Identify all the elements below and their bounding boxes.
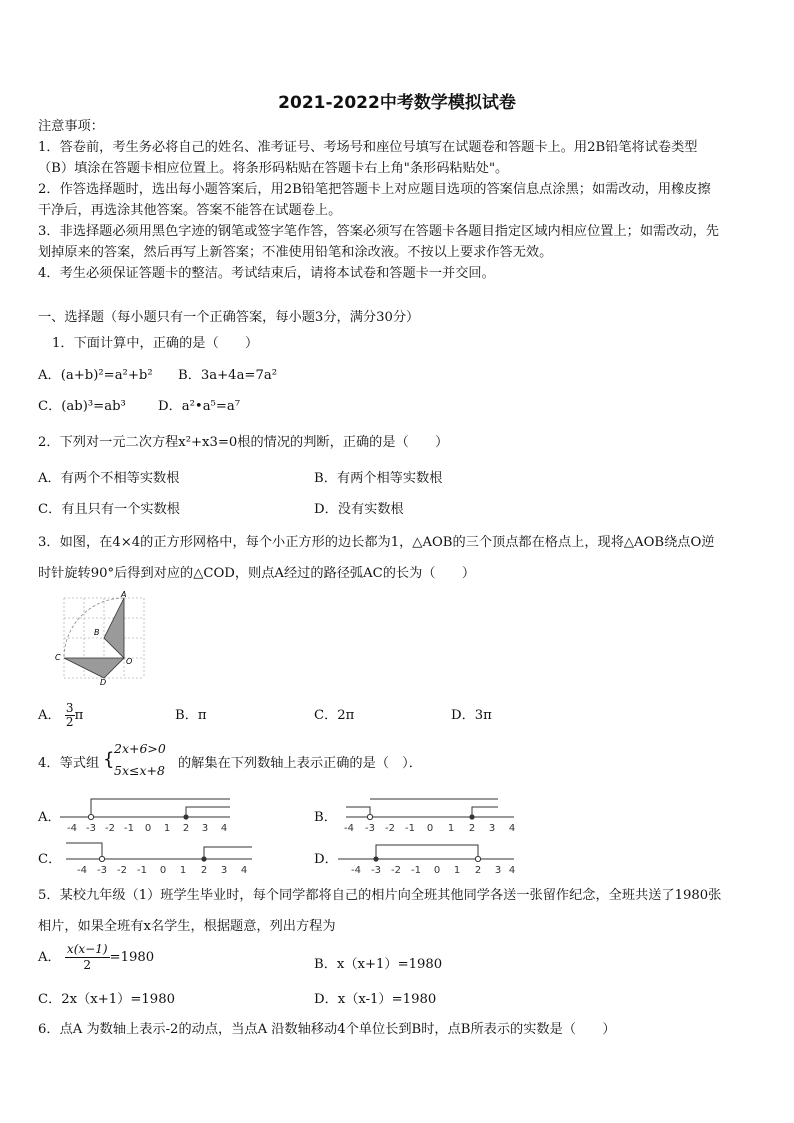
question-2-stem: 2．下列对一元二次方程x²+x3=0根的情况的判断，正确的是（ ） — [38, 435, 449, 450]
label-o: O — [126, 657, 133, 666]
tick-label: 3 — [220, 865, 228, 876]
tick-label: -2 — [105, 823, 115, 834]
tick-label: -4 — [351, 865, 361, 876]
equation-rhs: =1980 — [109, 950, 155, 965]
pi-symbol: π — [74, 708, 84, 723]
tick-label: 4 — [220, 823, 228, 834]
tick-label: 3 — [488, 823, 496, 834]
tick-label: 2 — [200, 865, 208, 876]
tick-label: 2 — [474, 865, 482, 876]
question-2-option-c: C．有且只有一个实数根 — [38, 502, 180, 517]
notice-heading: 注意事项： — [38, 119, 104, 134]
tick-label: -3 — [97, 865, 107, 876]
tick-label: 1 — [179, 865, 187, 876]
notice-line: 1．答卷前，考生务必将自己的姓名、准考证号、考场号和座位号填写在试题卷和答题卡上。用2B铅笔将试卷类型 — [38, 140, 698, 155]
notice-line: 4．考生必须保证答题卡的整洁。考试结束后，请将本试卷和答题卡一并交回。 — [38, 266, 495, 281]
label-c: C — [55, 653, 61, 662]
question-4-option-c-label: C． — [38, 852, 62, 867]
tick-label: 1 — [163, 823, 171, 834]
question-3-option-c: C．2π — [314, 708, 355, 723]
question-5-option-b: B．x（x+1）=1980 — [314, 957, 443, 972]
question-1-option-b: B．3a+4a=7a² — [178, 368, 278, 383]
tick-label: -4 — [344, 823, 354, 834]
question-4-option-a-label: A． — [38, 810, 61, 825]
question-2-option-b: B．有两个相等实数根 — [314, 471, 443, 486]
tick-label: -3 — [365, 823, 375, 834]
tick-label: 0 — [426, 823, 434, 834]
inequality-1: 2x+6>0 — [114, 741, 166, 756]
tick-label: -2 — [117, 865, 127, 876]
tick-label: 1 — [453, 865, 461, 876]
question-3-option-d: D．3π — [451, 708, 492, 723]
question-1-option-a: A．(a+b)²=a²+b² — [38, 368, 153, 383]
tick-label: -1 — [124, 823, 134, 834]
notice-line: 2．作答选择题时，选出每小题答案后，用2B铅笔把答题卡上对应题目选项的答案信息点涂黑；如需改动，用橡皮擦 — [38, 182, 711, 197]
tick-label: 1 — [447, 823, 455, 834]
question-5-stem-line2: 相片，如果全班有x名学生，根据题意，列出方程为 — [38, 919, 336, 934]
tick-label: -4 — [77, 865, 87, 876]
fraction-numerator: x(x−1) — [66, 942, 108, 956]
question-5-option-a — [38, 942, 154, 973]
notice-line: 划掉原来的答案，然后再写上新答案；不准使用铅笔和涂改液。不按以上要求作答无效。 — [38, 245, 553, 260]
option-a-prefix: A． — [38, 708, 61, 723]
tick-label: 4 — [240, 865, 248, 876]
tick-label: 4 — [508, 823, 516, 834]
option-a-prefix: A． — [38, 950, 61, 965]
question-5-stem-line1: 5．某校九年级（1）班学生毕业时，每个同学都将自己的相片向全班其他同学各送一张留作纪念，全班共送了1980张 — [38, 888, 722, 903]
section-heading: 一、选择题（每小题只有一个正确答案，每小题3分，满分30分） — [38, 310, 420, 325]
tick-label: -2 — [391, 865, 401, 876]
question-1-option-c: C．(ab)³=ab³ — [38, 399, 126, 414]
question-4-stem-prefix: 4．等式组 — [38, 756, 100, 771]
tick-label: -3 — [371, 865, 381, 876]
tick-label: -1 — [411, 865, 421, 876]
label-b: B — [94, 628, 100, 637]
number-line-c — [64, 837, 254, 877]
label-a: A — [121, 590, 127, 599]
brace-icon: { — [103, 749, 115, 770]
tick-label: -1 — [137, 865, 147, 876]
question-5-option-d: D．x（x-1）=1980 — [314, 992, 437, 1007]
tick-label: -4 — [67, 823, 77, 834]
fraction-numerator: 3 — [65, 701, 74, 715]
label-d: D — [100, 678, 107, 686]
question-2-option-a: A．有两个不相等实数根 — [38, 471, 180, 486]
tick-label: -2 — [385, 823, 395, 834]
tick-label: 4 — [508, 865, 516, 876]
number-line-d — [336, 837, 516, 877]
tick-label: 0 — [144, 823, 152, 834]
question-1-stem: 1．下面计算中，正确的是（ ） — [52, 336, 259, 351]
tick-label: 0 — [433, 865, 441, 876]
notice-line: 3．非选择题必须用黑色字迹的钢笔或签字笔作答，答案必须写在答题卡各题目指定区域内相应位置上；如需改动，先 — [38, 224, 719, 239]
tick-label: 3 — [494, 865, 502, 876]
number-line-a — [58, 795, 238, 835]
number-line-b — [334, 795, 518, 835]
tick-label: 0 — [159, 865, 167, 876]
question-3-option-b: B．π — [175, 708, 207, 723]
fraction-denominator: 2 — [83, 958, 92, 972]
tick-label: 2 — [468, 823, 476, 834]
inequality-2: 5x≤x+8 — [114, 763, 165, 778]
question-1-option-d: D．a²•a⁵=a⁷ — [158, 399, 241, 414]
notice-line: 干净后，再选涂其他答案。答案不能答在试题卷上。 — [38, 203, 342, 218]
question-3-stem-line1: 3．如图，在4×4的正方形网格中，每个小正方形的边长都为1，△AOB的三个顶点都在格点上，现将△AOB绕点O逆 — [38, 535, 715, 550]
question-3-stem-line2: 时针旋转90°后得到对应的△COD，则点A经过的路径弧AC的长为（ ） — [38, 566, 476, 581]
page-title: 2021-2022中考数学模拟试卷 — [278, 93, 516, 113]
fraction-denominator: 2 — [65, 715, 74, 729]
tick-label: 3 — [201, 823, 209, 834]
tick-label: -1 — [405, 823, 415, 834]
question-4-option-b-label: B． — [314, 810, 337, 825]
question-4-option-d-label: D． — [314, 852, 338, 867]
question-6-stem: 6．点A 为数轴上表示-2的动点，当点A 沿数轴移动4个单位长到B时，点B所表示的实数是（ ） — [38, 1022, 616, 1037]
notice-line: （B）填涂在答题卡相应位置上。将条形码粘贴在答题卡右上角"条形码粘贴处"。 — [38, 161, 509, 176]
tick-label: 2 — [182, 823, 190, 834]
question-3-grid-figure — [52, 590, 152, 686]
question-4-stem-suffix: 的解集在下列数轴上表示正确的是（ ）． — [178, 756, 422, 771]
question-3-option-a — [38, 702, 83, 729]
question-5-option-c: C．2x（x+1）=1980 — [38, 992, 175, 1007]
question-2-option-d: D．没有实数根 — [314, 502, 404, 517]
tick-label: -3 — [86, 823, 96, 834]
